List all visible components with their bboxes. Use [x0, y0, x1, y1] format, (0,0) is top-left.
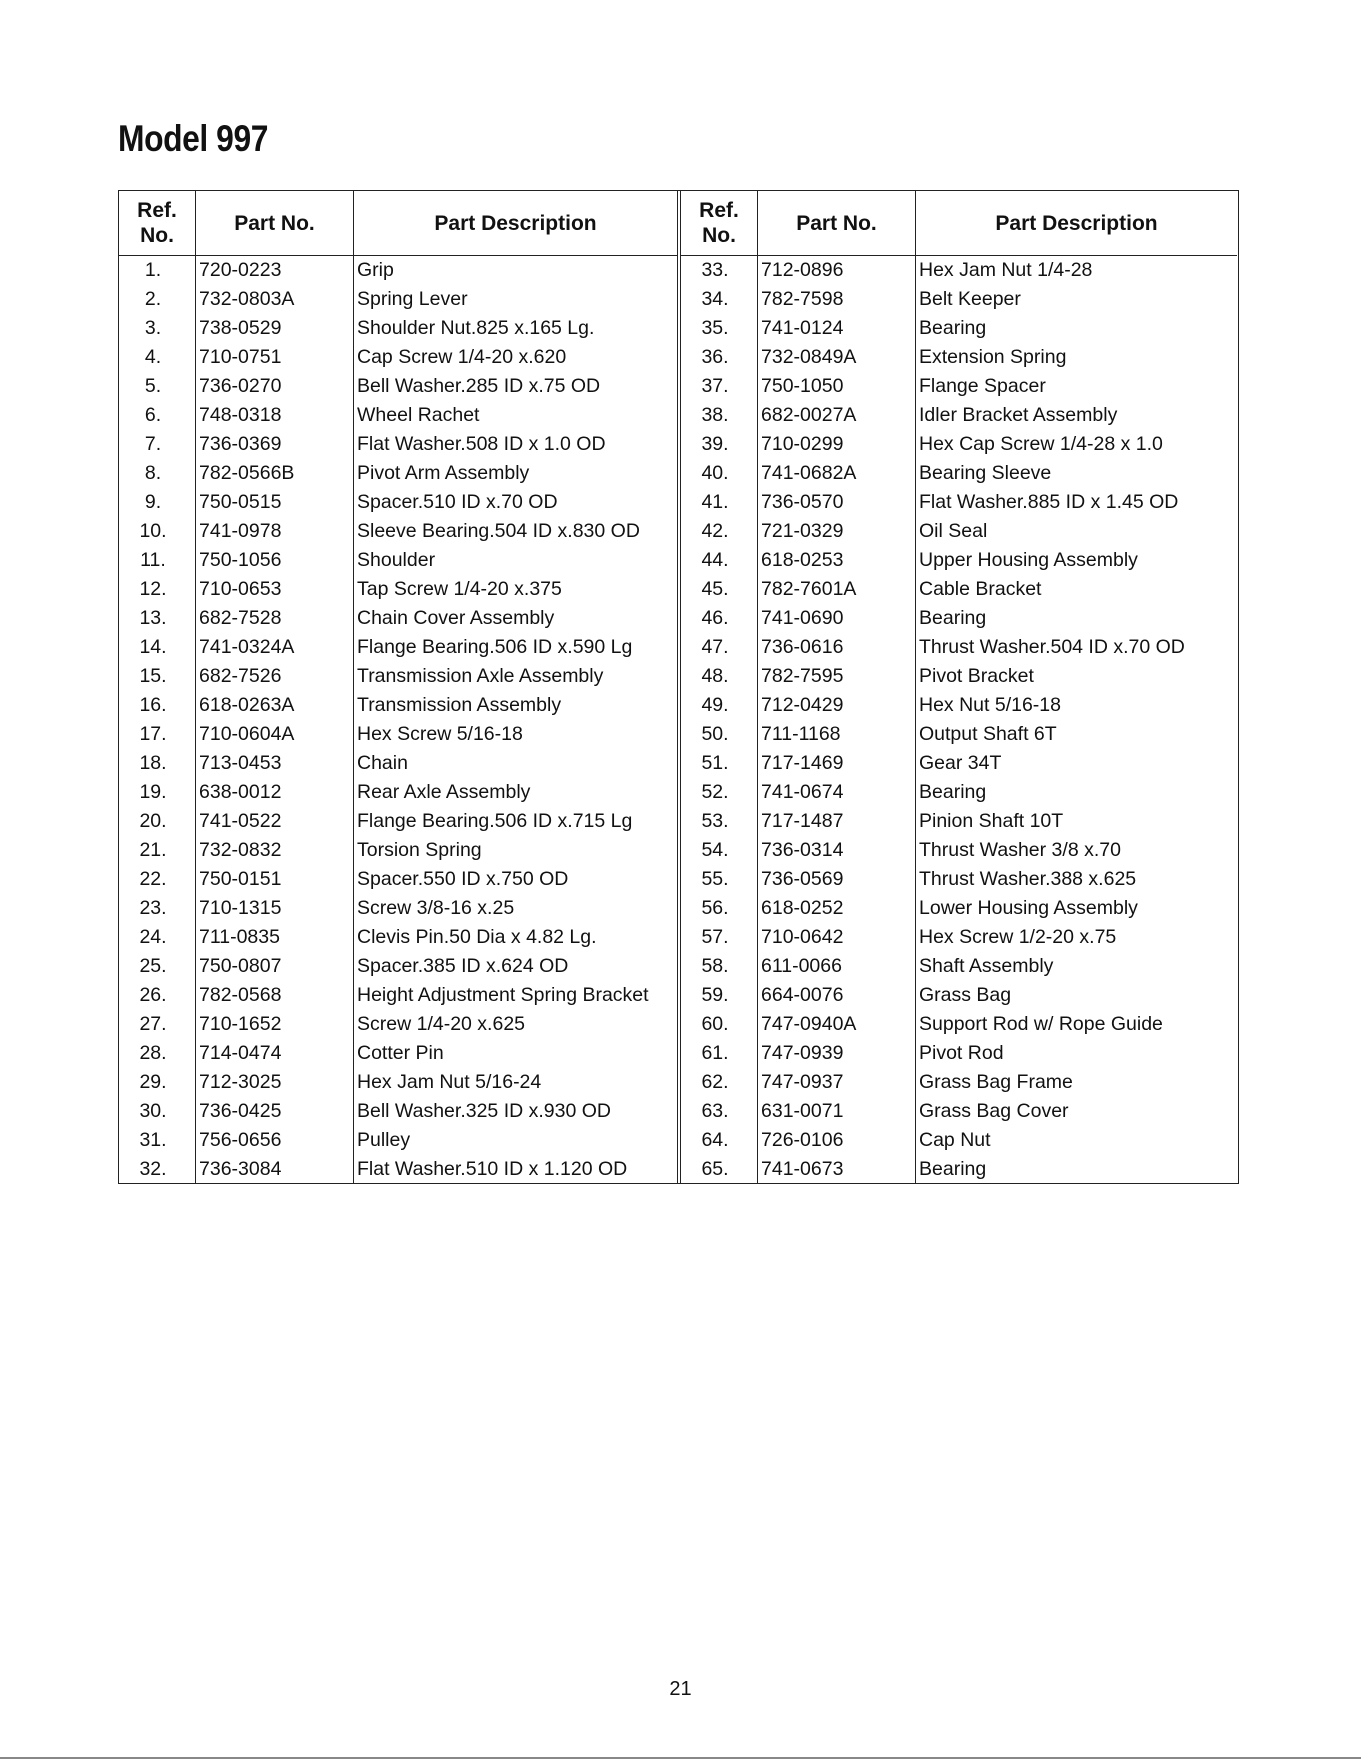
part-description-cell: Bell Washer.325 ID x.930 OD	[354, 1097, 678, 1126]
part-description-cell: Grass Bag Cover	[916, 1097, 1238, 1126]
part-no-cell: 782-7601A	[758, 575, 916, 604]
ref-no-cell: 10.	[139, 520, 167, 542]
part-description-cell: Shaft Assembly	[916, 952, 1238, 981]
ref-no-cell: 51.	[701, 752, 729, 774]
table-row	[681, 1068, 1237, 1097]
part-no-cell: 756-0656	[196, 1126, 354, 1155]
part-no-cell: 736-0270	[196, 372, 354, 401]
ref-no-cell: 57.	[701, 926, 729, 948]
page-number: 21	[669, 1678, 692, 1700]
part-description-cell: Thrust Washer 3/8 x.70	[916, 836, 1238, 865]
part-no-cell: 750-1056	[196, 546, 354, 575]
part-description-cell: Bearing	[916, 604, 1238, 633]
part-no-cell: 711-1168	[758, 720, 916, 749]
part-no-cell: 631-0071	[758, 1097, 916, 1126]
part-description-cell: Torsion Spring	[354, 836, 678, 865]
part-no-cell: 712-0429	[758, 691, 916, 720]
part-description-cell: Shoulder Nut.825 x.165 Lg.	[354, 314, 678, 343]
part-description-cell: Flange Bearing.506 ID x.715 Lg	[354, 807, 678, 836]
ref-no-cell: 19.	[139, 781, 167, 803]
part-no-cell: 720-0223	[196, 256, 354, 286]
table-row	[119, 778, 677, 807]
part-no-cell: 710-1652	[196, 1010, 354, 1039]
part-no-cell: 710-0751	[196, 343, 354, 372]
part-no-cell: 736-0616	[758, 633, 916, 662]
table-row	[681, 633, 1237, 662]
table-row	[119, 865, 677, 894]
part-description-cell: Extension Spring	[916, 343, 1238, 372]
table-row	[119, 1155, 677, 1184]
table-header-row	[681, 191, 1237, 256]
part-no-cell: 782-7598	[758, 285, 916, 314]
ref-no-cell: 13.	[139, 607, 167, 629]
part-description-cell: Spring Lever	[354, 285, 678, 314]
table-row	[681, 343, 1237, 372]
ref-no-cell: 32.	[139, 1158, 167, 1180]
part-description-cell: Hex Screw 5/16-18	[354, 720, 678, 749]
part-description-cell: Pivot Rod	[916, 1039, 1238, 1068]
ref-no-cell: 52.	[701, 781, 729, 803]
table-row	[681, 923, 1237, 952]
table-row	[119, 372, 677, 401]
ref-no-cell: 60.	[701, 1013, 729, 1035]
ref-no-cell: 55.	[701, 868, 729, 890]
part-no-cell: 782-0568	[196, 981, 354, 1010]
part-description-cell: Cap Screw 1/4-20 x.620	[354, 343, 678, 372]
part-no-cell: 736-0425	[196, 1097, 354, 1126]
table-row	[681, 894, 1237, 923]
part-no-cell: 741-0978	[196, 517, 354, 546]
part-description-cell: Grip	[354, 256, 678, 286]
ref-no-cell: 59.	[701, 984, 729, 1006]
part-no-cell: 618-0263A	[196, 691, 354, 720]
table-row	[119, 343, 677, 372]
part-no-cell: 714-0474	[196, 1039, 354, 1068]
table-row	[681, 865, 1237, 894]
parts-table-left	[119, 191, 677, 1183]
ref-no-cell: 34.	[701, 288, 729, 310]
ref-no-cell: 61.	[701, 1042, 729, 1064]
part-description-cell: Hex Jam Nut 5/16-24	[354, 1068, 678, 1097]
table-row	[119, 720, 677, 749]
ref-no-cell: 48.	[701, 665, 729, 687]
ref-no-cell: 25.	[139, 955, 167, 977]
part-description-cell: Flange Bearing.506 ID x.590 Lg	[354, 633, 678, 662]
table-row	[681, 575, 1237, 604]
parts-table-right	[677, 191, 1237, 1183]
part-no-cell: 732-0849A	[758, 343, 916, 372]
part-description-cell: Thrust Washer.388 x.625	[916, 865, 1238, 894]
table-row	[681, 691, 1237, 720]
table-row	[681, 1010, 1237, 1039]
part-description-cell: Rear Axle Assembly	[354, 778, 678, 807]
table-row	[119, 952, 677, 981]
part-no-cell: 732-0832	[196, 836, 354, 865]
table-row	[681, 430, 1237, 459]
part-no-cell: 750-1050	[758, 372, 916, 401]
part-description-header: Part Description	[916, 191, 1238, 256]
part-description-cell: Flange Spacer	[916, 372, 1238, 401]
part-description-cell: Bearing	[916, 1155, 1238, 1184]
ref-no-cell: 41.	[701, 491, 729, 513]
part-no-cell: 736-0369	[196, 430, 354, 459]
ref-no-cell: 30.	[139, 1100, 167, 1122]
table-row	[119, 836, 677, 865]
ref-no-cell: 15.	[139, 665, 167, 687]
part-description-cell: Wheel Rachet	[354, 401, 678, 430]
part-description-cell: Pulley	[354, 1126, 678, 1155]
table-row	[119, 749, 677, 778]
part-description-cell: Sleeve Bearing.504 ID x.830 OD	[354, 517, 678, 546]
table-row	[681, 314, 1237, 343]
part-description-cell: Hex Jam Nut 1/4-28	[916, 256, 1238, 286]
part-no-cell: 736-0314	[758, 836, 916, 865]
part-no-cell: 682-0027A	[758, 401, 916, 430]
part-description-cell: Chain Cover Assembly	[354, 604, 678, 633]
ref-no-cell: 56.	[701, 897, 729, 919]
part-description-cell: Clevis Pin.50 Dia x 4.82 Lg.	[354, 923, 678, 952]
part-no-cell: 736-3084	[196, 1155, 354, 1184]
ref-no-cell: 8.	[144, 462, 162, 484]
parts-list-table	[118, 190, 1239, 1184]
ref-no-cell: 26.	[139, 984, 167, 1006]
table-row	[119, 314, 677, 343]
table-row	[119, 604, 677, 633]
table-row	[681, 459, 1237, 488]
part-description-cell: Cotter Pin	[354, 1039, 678, 1068]
table-row	[681, 517, 1237, 546]
part-no-cell: 717-1487	[758, 807, 916, 836]
table-row	[119, 662, 677, 691]
ref-no-cell: 22.	[139, 868, 167, 890]
part-description-cell: Screw 3/8-16 x.25	[354, 894, 678, 923]
part-no-cell: 611-0066	[758, 952, 916, 981]
part-description-cell: Flat Washer.885 ID x 1.45 OD	[916, 488, 1238, 517]
ref-no-cell: 62.	[701, 1071, 729, 1093]
part-no-cell: 710-0604A	[196, 720, 354, 749]
part-no-cell: 747-0937	[758, 1068, 916, 1097]
part-description-cell: Thrust Washer.504 ID x.70 OD	[916, 633, 1238, 662]
ref-no-cell: 2.	[144, 288, 162, 310]
part-no-cell: 618-0253	[758, 546, 916, 575]
part-no-cell: 732-0803A	[196, 285, 354, 314]
part-no-cell: 713-0453	[196, 749, 354, 778]
table-row	[681, 372, 1237, 401]
part-description-cell: Support Rod w/ Rope Guide	[916, 1010, 1238, 1039]
ref-no-cell: 5.	[144, 375, 162, 397]
ref-no-cell: 23.	[139, 897, 167, 919]
part-description-cell: Flat Washer.510 ID x 1.120 OD	[354, 1155, 678, 1184]
part-description-cell: Height Adjustment Spring Bracket	[354, 981, 678, 1010]
ref-no-cell: 63.	[701, 1100, 729, 1122]
part-no-cell: 638-0012	[196, 778, 354, 807]
ref-no-cell: 36.	[701, 346, 729, 368]
part-no-cell: 741-0690	[758, 604, 916, 633]
table-row	[119, 459, 677, 488]
table-row	[119, 401, 677, 430]
part-no-cell: 664-0076	[758, 981, 916, 1010]
part-description-cell: Hex Cap Screw 1/4-28 x 1.0	[916, 430, 1238, 459]
part-description-cell: Bearing	[916, 314, 1238, 343]
table-row	[119, 691, 677, 720]
part-description-cell: Grass Bag	[916, 981, 1238, 1010]
table-row	[119, 488, 677, 517]
part-no-cell: 726-0106	[758, 1126, 916, 1155]
ref-no-cell: 16.	[139, 694, 167, 716]
part-no-cell: 741-0674	[758, 778, 916, 807]
part-no-cell: 710-0299	[758, 430, 916, 459]
table-row	[681, 1039, 1237, 1068]
table-row	[681, 836, 1237, 865]
part-no-cell: 747-0940A	[758, 1010, 916, 1039]
table-row	[119, 546, 677, 575]
part-description-cell: Bell Washer.285 ID x.75 OD	[354, 372, 678, 401]
ref-no-cell: 24.	[139, 926, 167, 948]
table-row	[119, 1097, 677, 1126]
ref-no-cell: 29.	[139, 1071, 167, 1093]
ref-no-cell: 12.	[139, 578, 167, 600]
table-row	[681, 401, 1237, 430]
ref-no-cell: 40.	[701, 462, 729, 484]
part-no-cell: 682-7528	[196, 604, 354, 633]
page-title: Model 997	[118, 118, 268, 159]
table-row	[681, 1155, 1237, 1184]
table-row	[681, 256, 1237, 286]
ref-no-cell: 46.	[701, 607, 729, 629]
ref-no-cell: 1.	[144, 259, 162, 281]
ref-no-cell: 27.	[139, 1013, 167, 1035]
part-description-cell: Tap Screw 1/4-20 x.375	[354, 575, 678, 604]
part-description-cell: Pivot Bracket	[916, 662, 1238, 691]
part-no-cell: 741-0682A	[758, 459, 916, 488]
part-no-cell: 741-0522	[196, 807, 354, 836]
table-row	[681, 778, 1237, 807]
ref-no-header: Ref. No.	[119, 191, 196, 256]
part-description-cell: Spacer.550 ID x.750 OD	[354, 865, 678, 894]
table-row	[119, 575, 677, 604]
part-no-cell: 741-0324A	[196, 633, 354, 662]
table-row	[119, 1126, 677, 1155]
part-no-cell: 711-0835	[196, 923, 354, 952]
table-row	[681, 662, 1237, 691]
ref-no-cell: 7.	[144, 433, 162, 455]
ref-no-cell: 54.	[701, 839, 729, 861]
table-row	[119, 517, 677, 546]
table-row	[681, 1097, 1237, 1126]
part-no-cell: 712-0896	[758, 256, 916, 286]
part-description-cell: Transmission Assembly	[354, 691, 678, 720]
table-row	[119, 256, 677, 286]
table-row	[119, 633, 677, 662]
part-description-cell: Flat Washer.508 ID x 1.0 OD	[354, 430, 678, 459]
table-row	[681, 807, 1237, 836]
ref-no-cell: 17.	[139, 723, 167, 745]
part-description-cell: Spacer.385 ID x.624 OD	[354, 952, 678, 981]
part-no-cell: 747-0939	[758, 1039, 916, 1068]
ref-no-cell: 6.	[144, 404, 162, 426]
ref-no-cell: 3.	[144, 317, 162, 339]
part-no-cell: 750-0151	[196, 865, 354, 894]
part-no-cell: 782-7595	[758, 662, 916, 691]
table-row	[119, 1039, 677, 1068]
part-no-cell: 682-7526	[196, 662, 354, 691]
ref-no-cell: 11.	[140, 549, 166, 571]
part-no-cell: 738-0529	[196, 314, 354, 343]
part-no-cell: 736-0569	[758, 865, 916, 894]
table-row	[119, 981, 677, 1010]
part-description-cell: Spacer.510 ID x.70 OD	[354, 488, 678, 517]
part-description-cell: Hex Screw 1/2-20 x.75	[916, 923, 1238, 952]
part-description-header: Part Description	[354, 191, 678, 256]
part-description-cell: Lower Housing Assembly	[916, 894, 1238, 923]
part-description-cell: Shoulder	[354, 546, 678, 575]
table-row	[681, 749, 1237, 778]
ref-no-cell: 38.	[701, 404, 729, 426]
ref-no-cell: 14.	[139, 636, 167, 658]
part-description-cell: Belt Keeper	[916, 285, 1238, 314]
part-no-header: Part No.	[196, 191, 354, 256]
part-description-cell: Pivot Arm Assembly	[354, 459, 678, 488]
part-description-cell: Gear 34T	[916, 749, 1238, 778]
part-description-cell: Transmission Axle Assembly	[354, 662, 678, 691]
part-description-cell: Cable Bracket	[916, 575, 1238, 604]
ref-no-cell: 47.	[701, 636, 729, 658]
parts-table-right-body	[681, 256, 1237, 1185]
bottom-rule	[0, 1757, 1361, 1759]
part-no-cell: 717-1469	[758, 749, 916, 778]
part-no-cell: 748-0318	[196, 401, 354, 430]
ref-no-header: Ref. No.	[681, 191, 758, 256]
ref-no-cell: 35.	[701, 317, 729, 339]
ref-no-cell: 44.	[701, 549, 729, 571]
part-description-cell: Bearing	[916, 778, 1238, 807]
ref-no-cell: 28.	[139, 1042, 167, 1064]
table-row	[681, 720, 1237, 749]
part-description-cell: Hex Nut 5/16-18	[916, 691, 1238, 720]
part-description-cell: Bearing Sleeve	[916, 459, 1238, 488]
ref-no-cell: 64.	[701, 1129, 729, 1151]
part-no-cell: 741-0673	[758, 1155, 916, 1184]
ref-no-cell: 50.	[701, 723, 729, 745]
part-no-cell: 618-0252	[758, 894, 916, 923]
part-no-cell: 710-0642	[758, 923, 916, 952]
table-row	[681, 285, 1237, 314]
ref-no-cell: 33.	[701, 259, 729, 281]
table-row	[681, 952, 1237, 981]
table-row	[681, 604, 1237, 633]
table-row	[681, 981, 1237, 1010]
part-no-cell: 782-0566B	[196, 459, 354, 488]
ref-no-cell: 4.	[144, 346, 162, 368]
part-description-cell: Upper Housing Assembly	[916, 546, 1238, 575]
parts-table-left-body	[119, 256, 677, 1185]
ref-no-cell: 37.	[701, 375, 729, 397]
part-description-cell: Screw 1/4-20 x.625	[354, 1010, 678, 1039]
ref-no-cell: 18.	[139, 752, 167, 774]
ref-no-cell: 49.	[701, 694, 729, 716]
table-row	[119, 285, 677, 314]
part-description-cell: Oil Seal	[916, 517, 1238, 546]
ref-no-cell: 39.	[701, 433, 729, 455]
part-description-cell: Grass Bag Frame	[916, 1068, 1238, 1097]
part-no-cell: 750-0515	[196, 488, 354, 517]
part-no-cell: 710-0653	[196, 575, 354, 604]
table-row	[119, 1068, 677, 1097]
table-row	[119, 807, 677, 836]
part-description-cell: Output Shaft 6T	[916, 720, 1238, 749]
table-row	[681, 488, 1237, 517]
part-no-cell: 741-0124	[758, 314, 916, 343]
part-no-cell: 750-0807	[196, 952, 354, 981]
ref-no-cell: 45.	[701, 578, 729, 600]
ref-no-cell: 20.	[139, 810, 167, 832]
part-no-cell: 721-0329	[758, 517, 916, 546]
ref-no-cell: 9.	[144, 491, 162, 513]
ref-no-cell: 53.	[701, 810, 729, 832]
part-no-cell: 710-1315	[196, 894, 354, 923]
part-description-cell: Idler Bracket Assembly	[916, 401, 1238, 430]
table-row	[119, 923, 677, 952]
part-description-cell: Pinion Shaft 10T	[916, 807, 1238, 836]
table-row	[681, 1126, 1237, 1155]
ref-no-cell: 42.	[701, 520, 729, 542]
part-no-cell: 712-3025	[196, 1068, 354, 1097]
table-row	[119, 894, 677, 923]
part-description-cell: Cap Nut	[916, 1126, 1238, 1155]
ref-no-cell: 58.	[701, 955, 729, 977]
table-row	[119, 1010, 677, 1039]
table-row	[119, 430, 677, 459]
part-description-cell: Chain	[354, 749, 678, 778]
part-no-header: Part No.	[758, 191, 916, 256]
ref-no-cell: 65.	[701, 1158, 729, 1180]
table-header-row	[119, 191, 677, 256]
ref-no-cell: 31.	[139, 1129, 167, 1151]
table-row	[681, 546, 1237, 575]
ref-no-cell: 21.	[139, 839, 167, 861]
part-no-cell: 736-0570	[758, 488, 916, 517]
